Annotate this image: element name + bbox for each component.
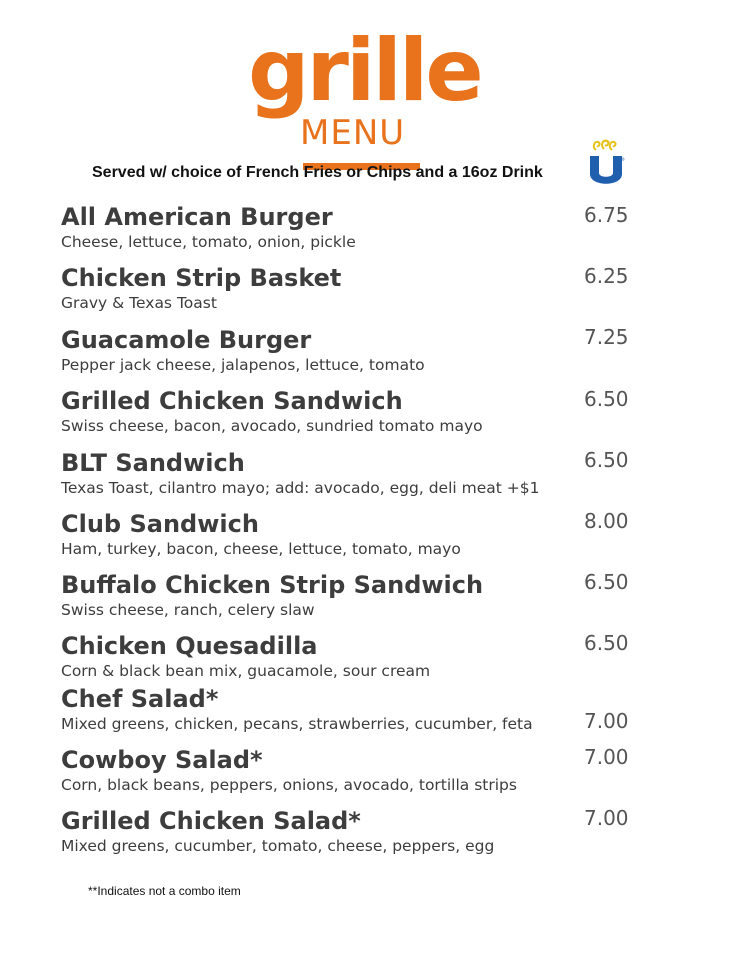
menu-item-price: 7.00 bbox=[584, 745, 629, 769]
svg-text:®: ® bbox=[621, 157, 625, 162]
menu-item bbox=[61, 746, 517, 795]
menu-item-price: 6.50 bbox=[584, 570, 629, 594]
menu-item bbox=[61, 571, 483, 620]
menu-item-name: Club Sandwich bbox=[61, 510, 259, 538]
menu-item-description: Swiss cheese, bacon, avocado, sundried tomato mayo bbox=[61, 417, 483, 435]
menu-item-price: 7.25 bbox=[584, 325, 629, 349]
menu-item-description: Swiss cheese, ranch, celery slaw bbox=[61, 601, 315, 619]
menu-item-description: Ham, turkey, bacon, cheese, lettuce, tomato, mayo bbox=[61, 540, 461, 558]
menu-item bbox=[61, 326, 425, 375]
menu-item-price: 6.50 bbox=[584, 387, 629, 411]
menu-item-price: 6.75 bbox=[584, 203, 629, 227]
menu-item-name: Chicken Quesadilla bbox=[61, 632, 318, 660]
menu-item bbox=[61, 632, 430, 681]
menu-item-name: Cowboy Salad* bbox=[61, 746, 263, 774]
menu-item-name: Buffalo Chicken Strip Sandwich bbox=[61, 571, 484, 599]
menu-item-price: 6.25 bbox=[584, 264, 629, 288]
menu-item-description: Pepper jack cheese, jalapenos, lettuce, tomato bbox=[61, 356, 425, 374]
menu-item-price: 6.50 bbox=[584, 448, 629, 472]
menu-item-description: Gravy & Texas Toast bbox=[61, 294, 217, 312]
menu-item-name: BLT Sandwich bbox=[61, 449, 245, 477]
menu-item-price: 8.00 bbox=[584, 509, 629, 533]
grille-logo-word: grille bbox=[248, 21, 481, 121]
menu-item-name: Grilled Chicken Sandwich bbox=[61, 387, 403, 415]
menu-item-description: Corn & black bean mix, guacamole, sour cream bbox=[61, 662, 431, 680]
menu-item bbox=[61, 685, 533, 734]
menu-item bbox=[61, 807, 494, 856]
menu-item-name: Guacamole Burger bbox=[61, 326, 312, 354]
menu-item-name: Grilled Chicken Salad* bbox=[61, 807, 361, 835]
menu-item-name: Chicken Strip Basket bbox=[61, 264, 342, 292]
menu-item bbox=[61, 203, 356, 252]
menu-item bbox=[61, 264, 341, 313]
menu-item-description: Corn, black beans, peppers, onions, avocado, tortilla strips bbox=[61, 776, 517, 794]
menu-item-price: 7.00 bbox=[584, 709, 629, 733]
menu-item-description: Texas Toast, cilantro mayo; add: avocado, egg, deli meat +$1 bbox=[61, 479, 540, 497]
university-logo-icon bbox=[586, 136, 626, 188]
menu-item-description: Cheese, lettuce, tomato, onion, pickle bbox=[61, 233, 356, 251]
menu-item-description: Mixed greens, cucumber, tomato, cheese, peppers, egg bbox=[61, 837, 495, 855]
menu-item bbox=[61, 449, 539, 498]
menu-item-price: 7.00 bbox=[584, 806, 629, 830]
menu-item-name: All American Burger bbox=[61, 203, 333, 231]
footnote: **Indicates not a combo item bbox=[88, 884, 241, 898]
menu-item-description: Mixed greens, chicken, pecans, strawberries, cucumber, feta bbox=[61, 715, 533, 733]
menu-item-price: 6.50 bbox=[584, 631, 629, 655]
menu-item bbox=[61, 387, 483, 436]
served-note: Served w/ choice of French Fries or Chips and a 16oz Drink bbox=[92, 164, 543, 181]
menu-item-name: Chef Salad* bbox=[61, 685, 219, 713]
menu-item bbox=[61, 510, 461, 559]
menu-logo-word: MENU bbox=[300, 113, 406, 153]
